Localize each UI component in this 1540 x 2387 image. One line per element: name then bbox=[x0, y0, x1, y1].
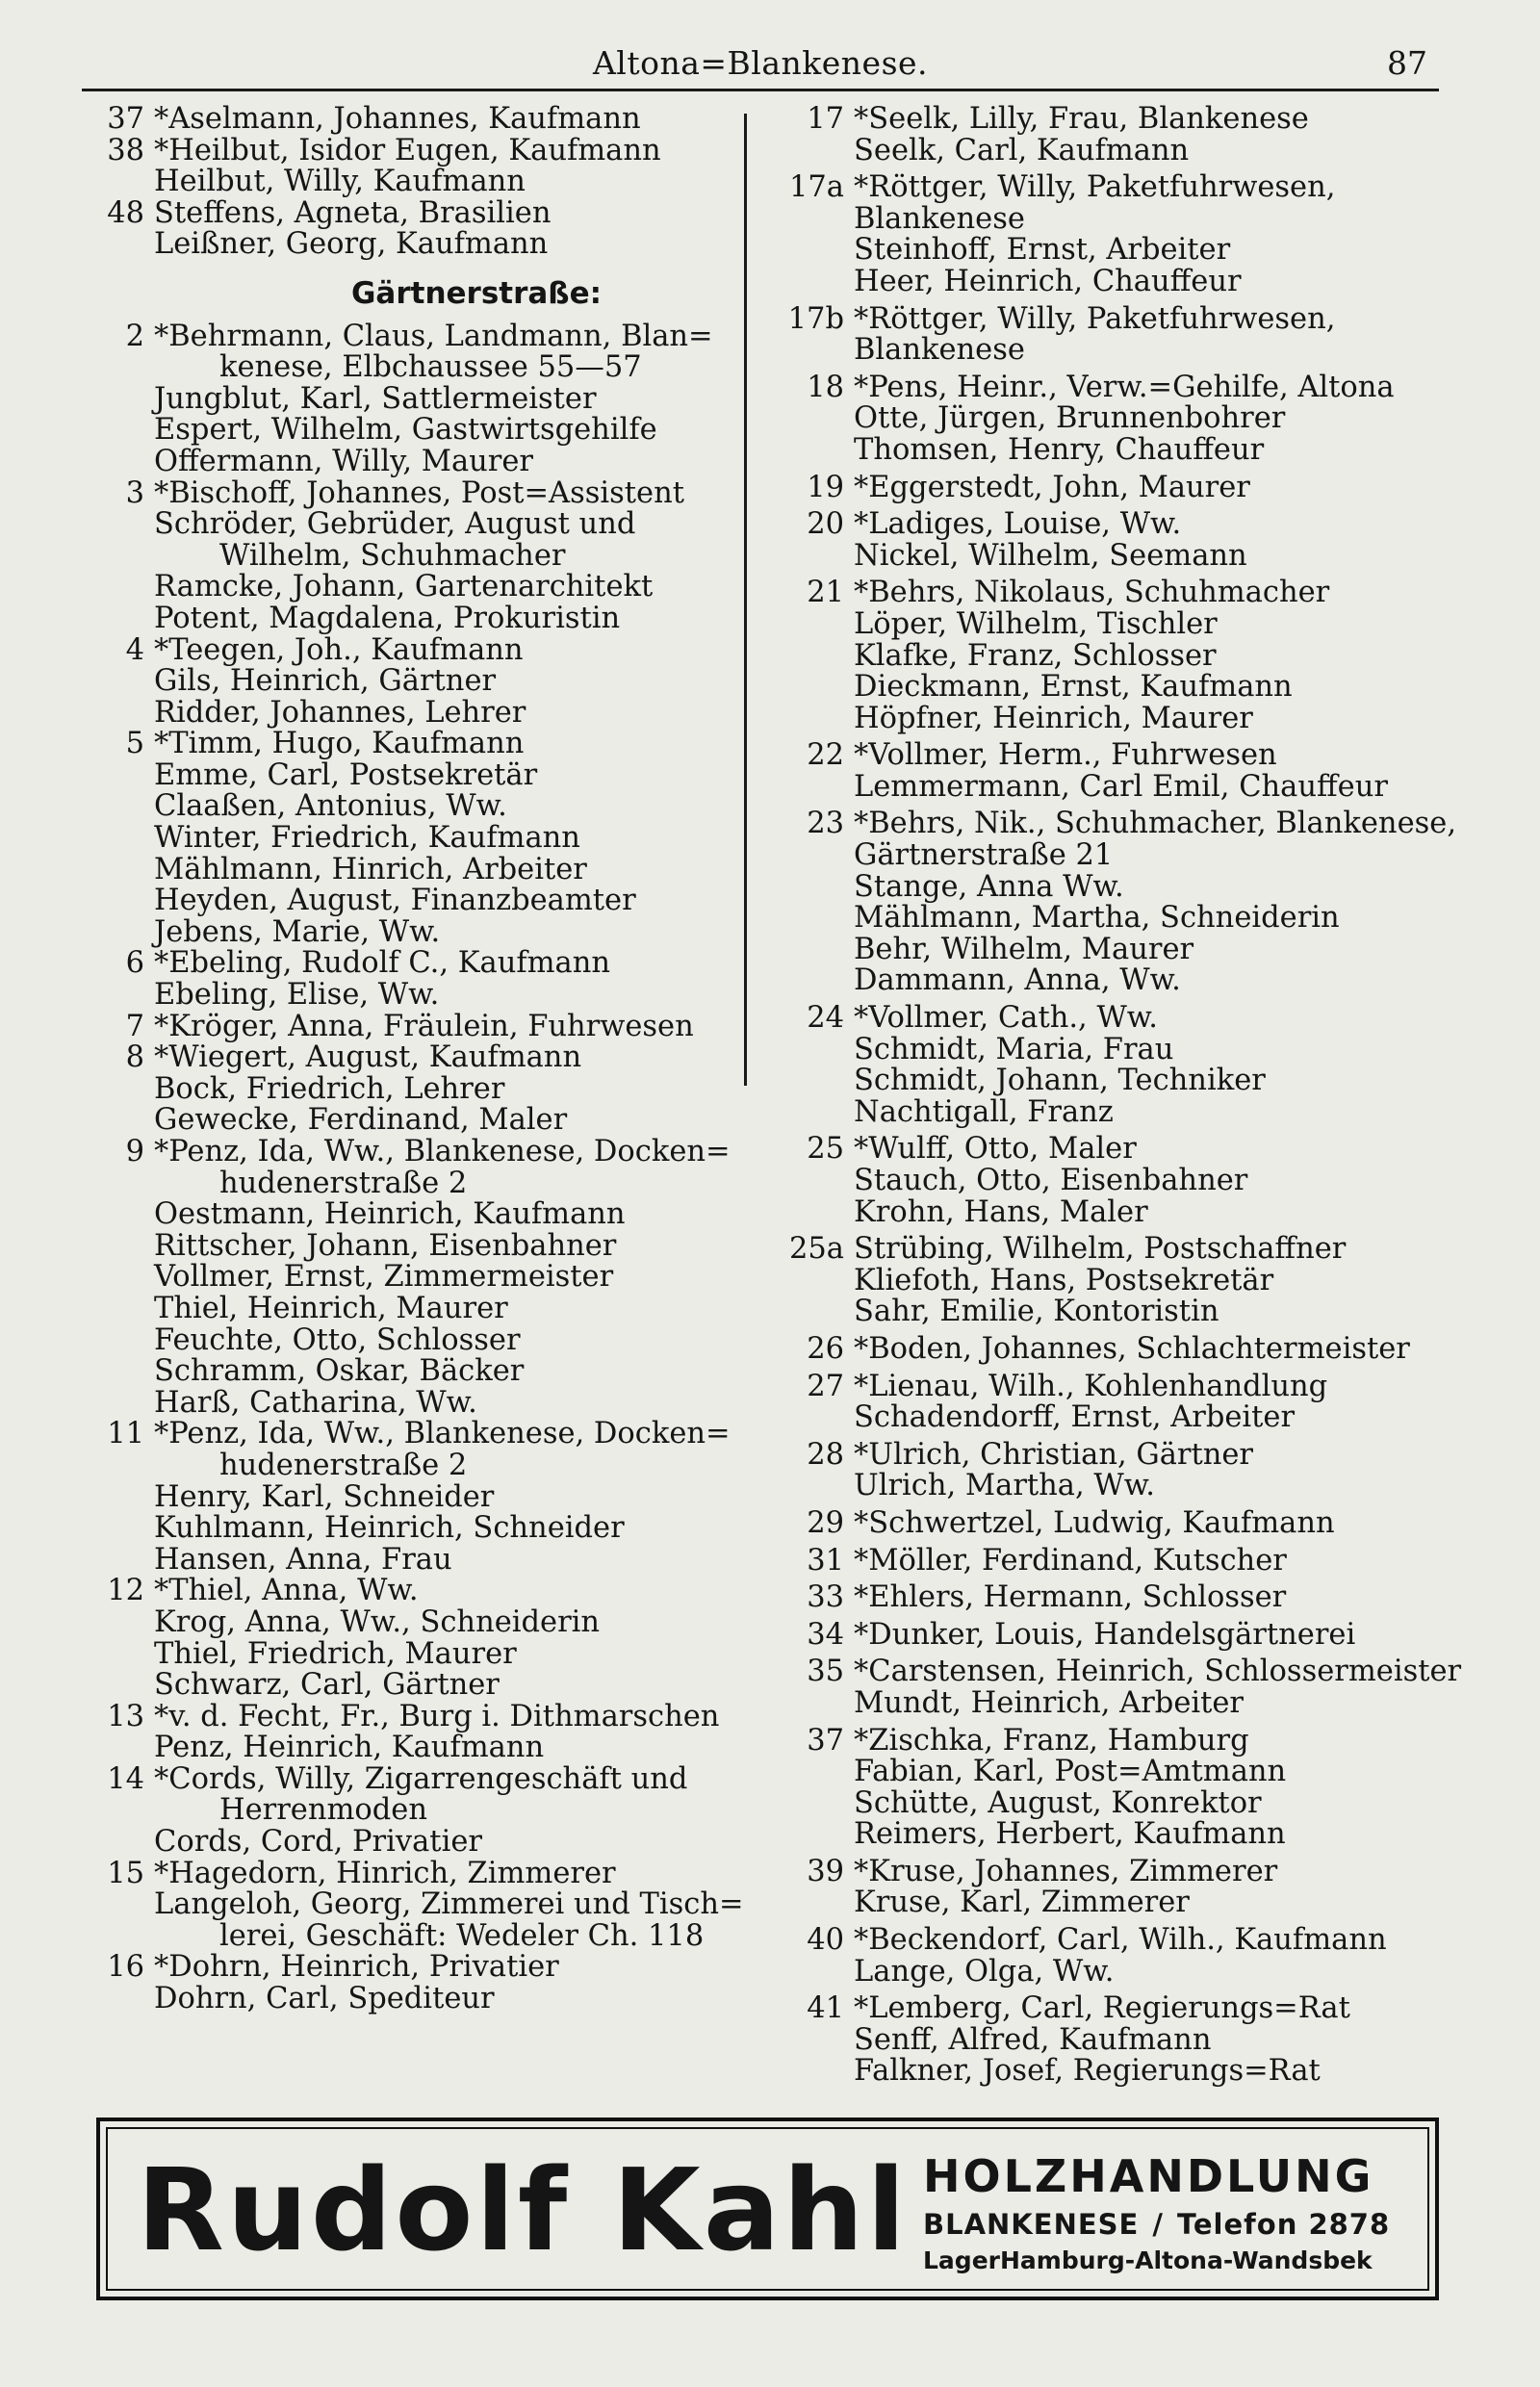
resident-lines bbox=[854, 1003, 1477, 1128]
resident-lines bbox=[154, 195, 741, 262]
house-number: 28 bbox=[807, 1437, 844, 1472]
house-number: 17b bbox=[787, 301, 844, 336]
house-number: 17a bbox=[789, 170, 844, 205]
address-entry bbox=[784, 1617, 1477, 1652]
resident-line: Schmidt, Maria, Frau bbox=[854, 1032, 1174, 1066]
resident-lines bbox=[154, 1419, 741, 1576]
resident-lines bbox=[154, 948, 741, 1011]
resident-line: Espert, Wilhelm, Gastwirtsgehilfe bbox=[154, 413, 657, 448]
resident-line: *Penz, Ida, Ww., Blankenese, Docken= bbox=[154, 1417, 731, 1451]
resident-line: Dieckmann, Ernst, Kaufmann bbox=[854, 670, 1293, 705]
resident-line: Kliefoth, Hans, Postsekretär bbox=[854, 1263, 1274, 1297]
address-entry bbox=[77, 321, 741, 478]
resident-line: Thiel, Friedrich, Maurer bbox=[154, 1636, 517, 1671]
resident-line: Langeloh, Georg, Zimmerei und Tisch= bbox=[154, 1887, 744, 1922]
address-entry bbox=[77, 1042, 741, 1137]
house-number: 18 bbox=[807, 370, 844, 404]
resident-line: *Zischka, Franz, Hamburg bbox=[854, 1723, 1249, 1758]
resident-line: Jungblut, Karl, Sattlermeister bbox=[154, 381, 597, 416]
house-number: 11 bbox=[107, 1417, 144, 1451]
resident-line: *Ebeling, Rudolf C., Kaufmann bbox=[154, 946, 611, 981]
resident-line: *Ehlers, Hermann, Schlosser bbox=[854, 1580, 1287, 1615]
house-number: 27 bbox=[807, 1369, 844, 1403]
resident-line: *Boden, Johannes, Schlachtermeister bbox=[854, 1331, 1410, 1366]
resident-line: Krohn, Hans, Maler bbox=[854, 1194, 1148, 1229]
address-entry bbox=[784, 1656, 1477, 1719]
resident-line: kenese, Elbchaussee 55—57 bbox=[219, 350, 642, 385]
address-entry bbox=[77, 1137, 741, 1419]
right-street-entries bbox=[784, 104, 1477, 2088]
address-entry bbox=[784, 1723, 1477, 1852]
resident-line: Fabian, Karl, Post=Amtmann bbox=[854, 1755, 1287, 1789]
resident-line: *Ulrich, Christian, Gärtner bbox=[854, 1437, 1254, 1472]
address-entry bbox=[77, 1856, 744, 1953]
resident-line: *v. d. Fecht, Fr., Burg i. Dithmarschen bbox=[154, 1699, 720, 1733]
resident-line: *Ladiges, Louise, Ww. bbox=[854, 507, 1182, 542]
address-entry bbox=[77, 1419, 741, 1576]
house-number: 3 bbox=[125, 475, 144, 510]
resident-line: Leißner, Georg, Kaufmann bbox=[154, 227, 549, 262]
house-number: 17 bbox=[807, 102, 844, 136]
resident-line: Löper, Wilhelm, Tischler bbox=[854, 606, 1218, 641]
address-entry bbox=[784, 1993, 1477, 2088]
house-number: 24 bbox=[807, 1001, 844, 1036]
house-number: 12 bbox=[107, 1574, 144, 1608]
house-number: 38 bbox=[107, 133, 144, 167]
resident-line: Gärtnerstraße 21 bbox=[854, 838, 1114, 873]
resident-line: Steinhoff, Ernst, Arbeiter bbox=[854, 233, 1231, 268]
resident-line: Reimers, Herbert, Kaufmann bbox=[854, 1817, 1286, 1852]
house-number: 26 bbox=[807, 1331, 844, 1366]
ad-location: BLANKENESE bbox=[923, 2208, 1140, 2241]
address-entry bbox=[77, 948, 741, 1011]
address-entry bbox=[784, 578, 1477, 734]
address-entry bbox=[784, 372, 1477, 467]
resident-line: *Dohrn, Heinrich, Privatier bbox=[154, 1950, 559, 1985]
resident-lines bbox=[154, 1699, 741, 1765]
house-number: 41 bbox=[807, 1991, 844, 2026]
resident-line: Höpfner, Heinrich, Maurer bbox=[854, 701, 1253, 735]
resident-line: Krog, Anna, Ww., Schneiderin bbox=[154, 1604, 601, 1639]
house-number: 20 bbox=[807, 507, 844, 542]
house-number: 25 bbox=[807, 1132, 844, 1167]
resident-line: Seelk, Carl, Kaufmann bbox=[854, 133, 1190, 167]
resident-lines bbox=[854, 172, 1477, 297]
house-number: 33 bbox=[807, 1580, 844, 1615]
resident-line: *Bischoff, Johannes, Post=Assistent bbox=[154, 475, 684, 510]
resident-line: Offermann, Willy, Maurer bbox=[154, 444, 533, 478]
resident-lines bbox=[854, 1993, 1477, 2088]
resident-lines bbox=[854, 1234, 1477, 1328]
resident-line: *Beckendorf, Carl, Wilh., Kaufmann bbox=[854, 1923, 1387, 1958]
resident-line: Winter, Friedrich, Kaufmann bbox=[154, 821, 580, 856]
resident-lines bbox=[854, 372, 1477, 467]
address-entry bbox=[77, 1761, 741, 1860]
resident-line: Nickel, Wilhelm, Seemann bbox=[854, 538, 1247, 573]
house-number: 29 bbox=[807, 1505, 844, 1540]
ad-phone: Telefon 2878 bbox=[1176, 2208, 1391, 2241]
resident-line: Heer, Heinrich, Chauffeur bbox=[854, 264, 1242, 298]
house-number: 15 bbox=[107, 1856, 144, 1890]
resident-line: Bock, Friedrich, Lehrer bbox=[154, 1071, 505, 1106]
resident-line: Blankenese bbox=[854, 333, 1025, 368]
address-entry bbox=[784, 1369, 1477, 1435]
page-title: Altona=Blankenese. bbox=[592, 44, 929, 82]
resident-line: Jebens, Marie, Ww. bbox=[154, 914, 441, 949]
resident-line: Kuhlmann, Heinrich, Schneider bbox=[154, 1511, 625, 1546]
address-entry bbox=[784, 1925, 1477, 1988]
address-entry bbox=[77, 729, 741, 948]
resident-lines bbox=[154, 104, 741, 136]
house-number: 4 bbox=[125, 632, 144, 667]
resident-line: Nachtigall, Franz bbox=[854, 1094, 1114, 1129]
resident-lines bbox=[854, 1331, 1477, 1366]
resident-line: Strübing, Wilhelm, Postschaffner bbox=[854, 1232, 1347, 1267]
resident-line: *Röttger, Willy, Paketfuhrwesen, bbox=[854, 170, 1336, 205]
resident-lines bbox=[854, 1134, 1477, 1228]
right-column bbox=[784, 104, 1477, 2088]
address-entry bbox=[784, 509, 1477, 572]
ad-location-line bbox=[923, 2208, 1390, 2241]
resident-line: *Röttger, Willy, Paketfuhrwesen, bbox=[854, 301, 1336, 336]
resident-line: Heyden, August, Finanzbeamter bbox=[154, 884, 636, 918]
house-number: 31 bbox=[807, 1543, 844, 1578]
resident-line: Hansen, Anna, Frau bbox=[154, 1542, 452, 1577]
house-number: 37 bbox=[107, 102, 144, 136]
resident-lines bbox=[154, 475, 741, 635]
resident-line: *Heilbut, Isidor Eugen, Kaufmann bbox=[154, 133, 661, 167]
page-number: 87 bbox=[1387, 44, 1427, 82]
resident-line: Thiel, Heinrich, Maurer bbox=[154, 1291, 508, 1325]
resident-line: *Wulff, Otto, Maler bbox=[854, 1132, 1137, 1167]
resident-line: Schmidt, Johann, Techniker bbox=[854, 1064, 1266, 1098]
resident-line: *Penz, Ida, Ww., Blankenese, Docken= bbox=[154, 1135, 731, 1168]
resident-line: Rittscher, Johann, Eisenbahner bbox=[154, 1228, 617, 1263]
resident-line: Lange, Olga, Ww. bbox=[854, 1954, 1115, 1989]
resident-lines bbox=[854, 740, 1477, 803]
resident-lines bbox=[154, 1042, 741, 1137]
address-entry bbox=[784, 1582, 1477, 1614]
house-number: 34 bbox=[807, 1617, 844, 1652]
address-entry bbox=[77, 1952, 741, 2015]
resident-line: Ridder, Johannes, Lehrer bbox=[154, 695, 526, 730]
house-number: 21 bbox=[807, 576, 844, 610]
resident-lines bbox=[854, 1656, 1477, 1719]
address-entry bbox=[784, 1331, 1477, 1366]
resident-line: *Lienau, Wilh., Kohlenhandlung bbox=[854, 1369, 1328, 1403]
house-number: 16 bbox=[107, 1950, 144, 1985]
resident-line: *Vollmer, Cath., Ww. bbox=[854, 1001, 1158, 1036]
resident-line: *Lemberg, Carl, Regierungs=Rat bbox=[854, 1991, 1350, 2026]
address-entry bbox=[784, 1437, 1477, 1503]
address-entry bbox=[784, 1854, 1477, 1920]
resident-line: *Pens, Heinr., Verw.=Gehilfe, Altona bbox=[854, 370, 1395, 404]
resident-line: Schramm, Oskar, Bäcker bbox=[154, 1354, 525, 1389]
house-number: 37 bbox=[807, 1723, 844, 1758]
resident-line: *Vollmer, Herm., Fuhrwesen bbox=[854, 738, 1277, 773]
resident-line: *Timm, Hugo, Kaufmann bbox=[154, 727, 525, 761]
house-number: 5 bbox=[125, 727, 144, 761]
resident-line: Harß, Catharina, Ww. bbox=[154, 1385, 477, 1420]
resident-line: *Behrs, Nik., Schuhmacher, Blankenese, bbox=[854, 807, 1457, 841]
house-number: 19 bbox=[807, 470, 844, 504]
resident-line: *Aselmann, Johannes, Kaufmann bbox=[154, 102, 641, 136]
address-entry bbox=[77, 475, 741, 635]
resident-line: Sahr, Emilie, Kontoristin bbox=[854, 1295, 1219, 1329]
address-entry bbox=[784, 740, 1477, 803]
house-number: 14 bbox=[107, 1761, 144, 1796]
resident-lines bbox=[854, 1854, 1477, 1920]
resident-line: Penz, Heinrich, Kaufmann bbox=[154, 1731, 545, 1765]
resident-line: Feuchte, Otto, Schlosser bbox=[154, 1322, 521, 1357]
resident-lines bbox=[154, 1009, 741, 1043]
address-entry bbox=[784, 470, 1477, 504]
resident-line: *Teegen, Joh., Kaufmann bbox=[154, 632, 524, 667]
resident-lines bbox=[854, 1925, 1477, 1988]
resident-line: lerei, Geschäft: Wedeler Ch. 118 bbox=[219, 1918, 705, 1953]
ad-separator: / bbox=[1152, 2208, 1164, 2241]
resident-line: Steffens, Agneta, Brasilien bbox=[154, 195, 552, 230]
address-entry bbox=[784, 172, 1477, 297]
resident-line: Henry, Karl, Schneider bbox=[154, 1479, 495, 1514]
resident-line: Schütte, August, Konrektor bbox=[854, 1785, 1262, 1820]
resident-line: *Schwertzel, Ludwig, Kaufmann bbox=[854, 1505, 1335, 1540]
column-divider bbox=[744, 114, 747, 1086]
resident-line: Thomsen, Henry, Chauffeur bbox=[854, 432, 1265, 467]
resident-line: *Hagedorn, Hinrich, Zimmerer bbox=[154, 1856, 616, 1890]
address-entry bbox=[784, 1505, 1477, 1540]
ad-company-name: Rudolf Kahl bbox=[137, 2143, 909, 2276]
address-entry bbox=[784, 104, 1477, 167]
resident-lines bbox=[854, 1369, 1477, 1435]
resident-line: Otte, Jürgen, Brunnenbohrer bbox=[854, 401, 1286, 436]
resident-line: *Kruse, Johannes, Zimmerer bbox=[854, 1854, 1278, 1888]
resident-lines bbox=[854, 1723, 1477, 1852]
resident-line: Ulrich, Martha, Ww. bbox=[854, 1469, 1155, 1503]
resident-line: *Thiel, Anna, Ww. bbox=[154, 1574, 419, 1608]
resident-line: Stauch, Otto, Eisenbahner bbox=[854, 1164, 1248, 1197]
resident-line: *Cords, Willy, Zigarrengeschäft und bbox=[154, 1761, 688, 1796]
resident-line: *Seelk, Lilly, Frau, Blankenese bbox=[854, 102, 1309, 136]
address-entry bbox=[77, 1009, 741, 1043]
resident-line: Heilbut, Willy, Kaufmann bbox=[154, 165, 526, 199]
house-number: 40 bbox=[807, 1923, 844, 1958]
resident-lines bbox=[854, 808, 1477, 997]
address-entry bbox=[784, 1003, 1477, 1128]
address-entry bbox=[77, 195, 741, 262]
address-entry bbox=[784, 808, 1477, 997]
address-entry bbox=[784, 1543, 1477, 1578]
resident-line: Potent, Magdalena, Prokuristin bbox=[154, 601, 621, 635]
resident-line: *Behrs, Nikolaus, Schuhmacher bbox=[854, 576, 1330, 610]
house-number: 7 bbox=[125, 1009, 144, 1043]
resident-line: *Eggerstedt, John, Maurer bbox=[854, 470, 1250, 504]
address-entry bbox=[784, 1134, 1477, 1228]
resident-line: Vollmer, Ernst, Zimmermeister bbox=[154, 1260, 614, 1295]
resident-line: Wilhelm, Schuhmacher bbox=[219, 538, 566, 573]
resident-line: Dohrn, Carl, Spediteur bbox=[154, 1982, 495, 2016]
house-number: 39 bbox=[807, 1854, 844, 1888]
left-column bbox=[77, 102, 744, 2016]
resident-line: Mählmann, Martha, Schneiderin bbox=[854, 901, 1340, 936]
street-heading: Gärtnerstraße: bbox=[350, 275, 603, 311]
house-number: 23 bbox=[807, 807, 844, 841]
address-entry bbox=[784, 301, 1477, 368]
resident-line: Schadendorff, Ernst, Arbeiter bbox=[854, 1400, 1296, 1435]
house-number: 8 bbox=[125, 1040, 144, 1075]
resident-line: Schröder, Gebrüder, August und bbox=[154, 507, 636, 542]
house-number: 25a bbox=[789, 1232, 844, 1267]
resident-line: Falkner, Josef, Regierungs=Rat bbox=[854, 2054, 1321, 2089]
resident-line: Dammann, Anna, Ww. bbox=[854, 963, 1181, 998]
resident-line: Claaßen, Antonius, Ww. bbox=[154, 789, 507, 824]
resident-line: Kruse, Karl, Zimmerer bbox=[854, 1886, 1190, 1920]
resident-lines bbox=[154, 133, 741, 199]
resident-lines bbox=[154, 1952, 741, 2015]
resident-line: hudenerstraße 2 bbox=[219, 1448, 468, 1482]
ad-lager: LagerHamburg-Altona-Wandsbek bbox=[923, 2246, 1373, 2274]
resident-line: *Behrmann, Claus, Landmann, Blan= bbox=[154, 319, 713, 353]
resident-line: Blankenese bbox=[854, 201, 1025, 236]
ad-business-type: HOLZHANDLUNG bbox=[923, 2150, 1374, 2202]
resident-line: Behr, Wilhelm, Maurer bbox=[854, 932, 1194, 966]
resident-lines bbox=[154, 1856, 744, 1953]
resident-lines bbox=[154, 632, 741, 730]
resident-line: Ramcke, Johann, Gartenarchitekt bbox=[154, 570, 654, 604]
house-number: 35 bbox=[807, 1655, 844, 1689]
resident-lines bbox=[854, 578, 1477, 734]
resident-line: Senff, Alfred, Kaufmann bbox=[854, 2022, 1212, 2057]
address-entry bbox=[77, 1699, 741, 1765]
resident-line: *Kröger, Anna, Fräulein, Fuhrwesen bbox=[154, 1009, 694, 1043]
resident-line: Mählmann, Hinrich, Arbeiter bbox=[154, 852, 587, 886]
resident-line: Ebeling, Elise, Ww. bbox=[154, 978, 440, 1013]
resident-lines bbox=[154, 1137, 741, 1419]
resident-line: *Carstensen, Heinrich, Schlossermeister bbox=[854, 1655, 1462, 1689]
address-entry bbox=[77, 632, 741, 730]
house-number: 48 bbox=[107, 195, 144, 230]
resident-line: Emme, Carl, Postsekretär bbox=[154, 757, 538, 792]
resident-line: Mundt, Heinrich, Arbeiter bbox=[854, 1685, 1245, 1720]
resident-lines bbox=[154, 1576, 741, 1701]
house-number: 13 bbox=[107, 1699, 144, 1733]
address-entry bbox=[77, 1576, 741, 1701]
left-street-entries bbox=[77, 319, 744, 2016]
left-top-entries bbox=[77, 104, 741, 261]
resident-lines bbox=[154, 321, 741, 478]
resident-lines bbox=[854, 1582, 1477, 1614]
advertisement-box bbox=[96, 2118, 1439, 2300]
resident-line: *Wiegert, August, Kaufmann bbox=[154, 1040, 582, 1075]
resident-lines bbox=[854, 301, 1477, 368]
resident-line: Oestmann, Heinrich, Kaufmann bbox=[154, 1197, 626, 1232]
resident-line: Klafke, Franz, Schlosser bbox=[854, 638, 1217, 673]
address-entry bbox=[784, 1234, 1477, 1328]
resident-lines bbox=[854, 1543, 1477, 1578]
house-number: 2 bbox=[125, 319, 144, 353]
resident-line: *Möller, Ferdinand, Kutscher bbox=[854, 1543, 1287, 1578]
resident-line: hudenerstraße 2 bbox=[219, 1166, 468, 1200]
resident-lines bbox=[854, 1505, 1477, 1540]
resident-line: Herrenmoden bbox=[219, 1793, 428, 1828]
resident-lines bbox=[854, 1617, 1477, 1652]
resident-line: Stange, Anna Ww. bbox=[854, 869, 1124, 904]
resident-lines bbox=[854, 104, 1477, 167]
resident-lines bbox=[854, 470, 1477, 504]
house-number: 9 bbox=[125, 1135, 144, 1168]
page-header bbox=[82, 40, 1439, 91]
resident-line: Cords, Cord, Privatier bbox=[154, 1825, 482, 1860]
resident-lines bbox=[154, 729, 741, 948]
resident-lines bbox=[854, 509, 1477, 572]
resident-line: Gils, Heinrich, Gärtner bbox=[154, 664, 497, 699]
address-entry bbox=[77, 133, 741, 199]
resident-lines bbox=[154, 1761, 741, 1860]
resident-line: Schwarz, Carl, Gärtner bbox=[154, 1668, 500, 1703]
house-number: 22 bbox=[807, 738, 844, 773]
resident-line: Lemmermann, Carl Emil, Chauffeur bbox=[854, 769, 1388, 804]
house-number: 6 bbox=[125, 946, 144, 981]
resident-line: *Dunker, Louis, Handelsgärtnerei bbox=[854, 1617, 1356, 1652]
resident-lines bbox=[854, 1437, 1477, 1503]
resident-line: Gewecke, Ferdinand, Maler bbox=[154, 1103, 568, 1138]
address-entry bbox=[77, 104, 741, 136]
